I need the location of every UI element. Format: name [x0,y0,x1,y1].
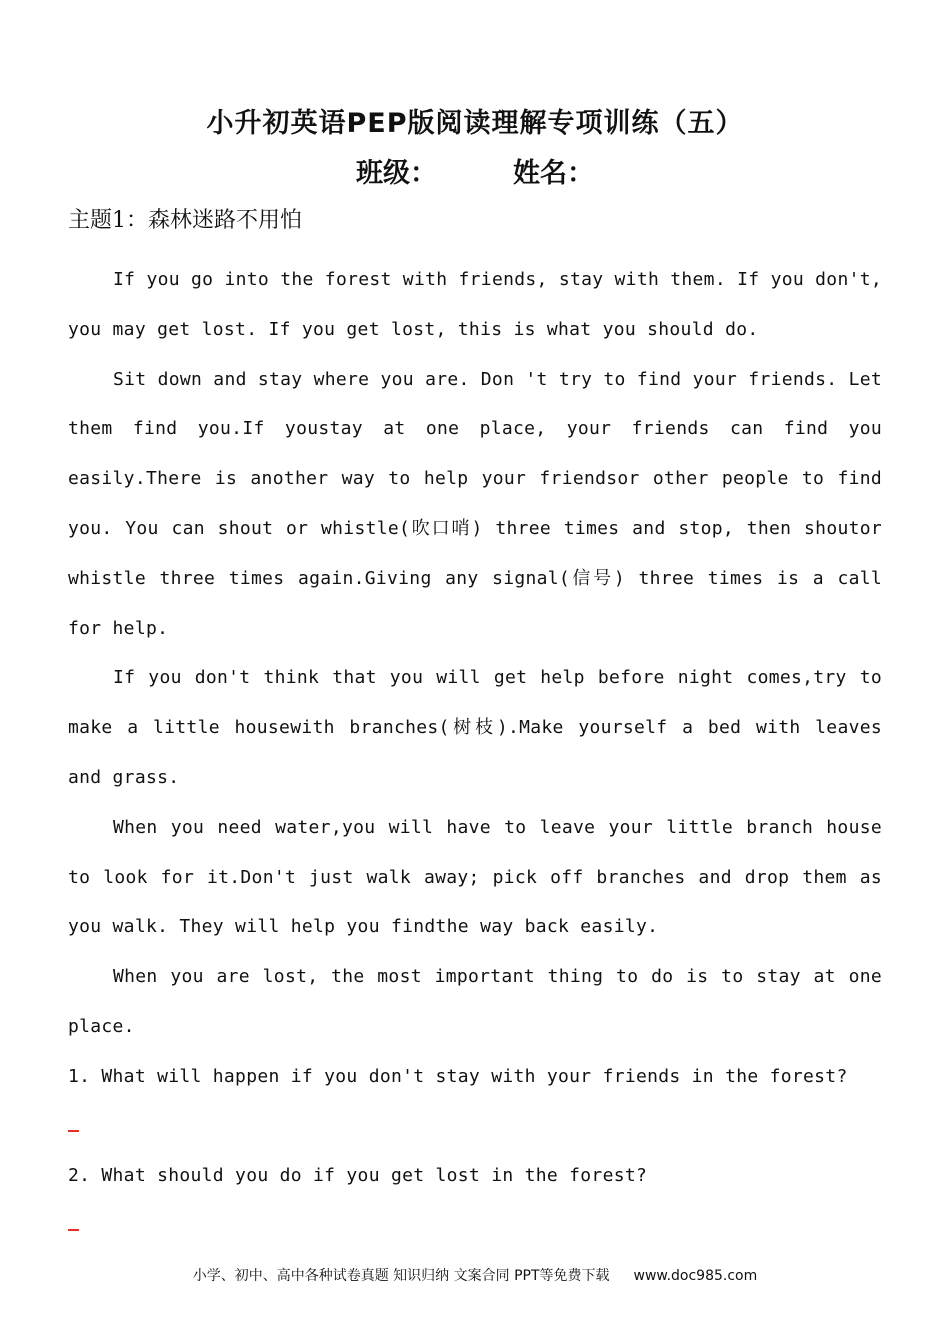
paragraph: If you go into the forest with friends, stay with them. If you don't, you may get lost. If you get lost, this is what you should do. [68,269,882,340]
answer-line-1[interactable] [68,1102,882,1152]
page-footer [0,1264,950,1288]
footer-site-link[interactable]: www.doc985.com [633,1268,758,1284]
paragraph: If you don't think that you will get help before night comes,try to make a little housewith branches(树枝).Make yourself a bed with leaves and grass. [68,667,882,788]
reading-passage [68,255,882,1251]
paragraph: Sit down and stay where you are. Don 't try to find your friends. Let them find you.If youstay at one place, your friends can find you easily.There is another way to help your friendsor other people to find you. You can shout or whistle(吹口哨) three times and stop, then shoutor whistle three times again.Giving any signal(信号) three times is a call for help. [68,368,882,639]
theme-heading: 主题1：森林迷路不用怕 [68,208,302,233]
document-title: 小升初英语PEP版阅读理解专项训练（五） [206,108,744,139]
footer-text: 小学、初中、高中各种试卷真题 知识归纳 文案合同 PPT等免费下载 [192,1268,610,1284]
class-label: 班级： [356,158,437,189]
answer-line-2[interactable] [68,1201,882,1251]
question-2: 2. What should you do if you get lost in the forest? [68,1165,648,1187]
name-label: 姓名： [513,158,594,189]
answer-mark-icon [68,1229,79,1231]
paragraph: When you need water,you will have to leave your little branch house to look for it.Don't just walk away; pick off branches and drop them as you walk. They will help you findthe way back easily. [68,816,882,938]
question-1: 1. What will happen if you don't stay with your friends in the forest? [68,1065,848,1087]
paragraph: When you are lost, the most important thing to do is to stay at one place. [68,966,882,1037]
student-info-line [0,154,950,194]
answer-mark-icon [68,1130,79,1132]
